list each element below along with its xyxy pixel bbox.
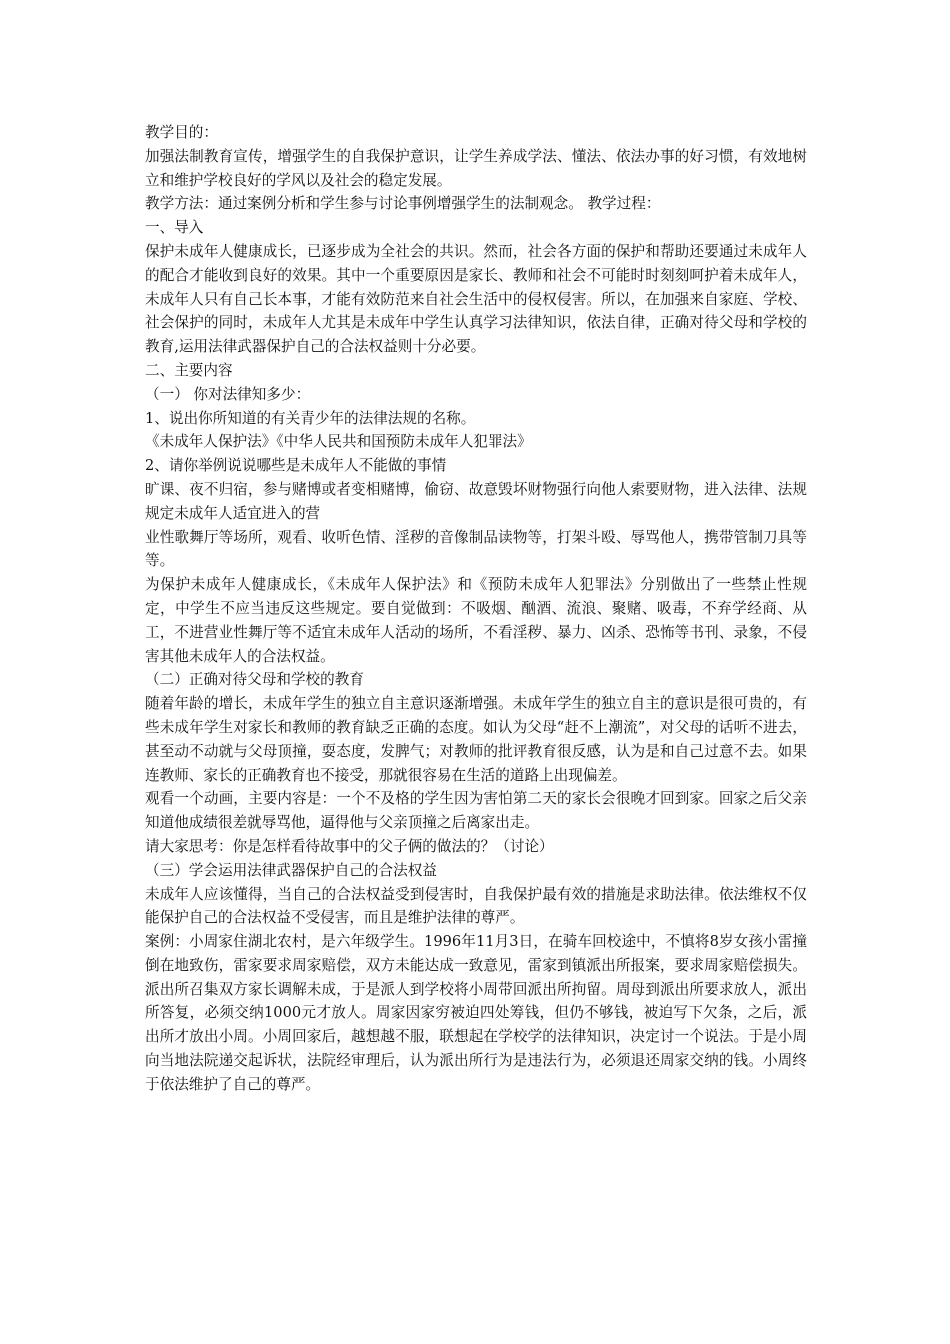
paragraph-animation: 观看一个动画，主要内容是：一个不及格的学生因为害怕第二天的家长会很晚才回到家。回家之后父亲知道他成绩很差就辱骂他，逼得他与父亲顶撞之后离家出走。 bbox=[145, 790, 807, 832]
subheading-parents-school: （二）正确对待父母和学校的教育 bbox=[145, 671, 364, 689]
question-2: 2、请你举例说说哪些是未成年人不能做的事情 bbox=[145, 457, 447, 475]
question-1: 1、说出你所知道的有关青少年的法律法规的名称。 bbox=[145, 409, 476, 427]
paragraph-teaching-method: 教学方法：通过案例分析和学生参与讨论事例增强学生的法制观念。 教学过程： bbox=[145, 195, 661, 213]
paragraph-legal-rights: 未成年人应该懂得，当自己的合法权益受到侵害时，自我保护最有效的措施是求助法律。依法维权不仅能保护自己的合法权益不受侵害，而且是维护法律的尊严。 bbox=[145, 885, 807, 927]
document-body bbox=[145, 121, 807, 1097]
paragraph-prohibitions: 为保护未成年人健康成长，《未成年人保护法》和《预防未成年人犯罪法》分别做出了一些禁止性规定，中学生不应当违反这些规定。要自觉做到：不吸烟、酗酒、流浪、聚赌、吸毒，不弃学经商、从工，不进营业性舞厅等不适宜未成年人活动的场所，不看淫秽、暴力、凶杀、恐怖等书刊、录象，不侵害其他未成年人的合法权益。 bbox=[145, 576, 807, 665]
heading-main-content: 二、主要内容 bbox=[145, 361, 233, 379]
paragraph-independence: 随着年龄的增长，未成年学生的独立自主意识逐渐增强。未成年学生的独立自主的意识是很可贵的，有些未成年学生对家长和教师的教育缺乏正确的态度。如认为父母“赶不上潮流”，对父母的话听不进去，甚至动不动就与父母顶撞，耍态度，发脾气；对教师的批评教育很反感，认为是和自己过意不去。如果连教师、家长的正确教育也不接受，那就很容易在生活的道路上出现偏差。 bbox=[145, 695, 807, 784]
answer-2-part-1: 旷课、夜不归宿，参与赌博或者变相赌博，偷窃、故意毁坏财物强行向他人索要财物，进入法律、法规规定未成年人适宜进入的营 bbox=[145, 480, 807, 522]
paragraph-case-study: 案例：小周家住湖北农村，是六年级学生。1996年11月3日，在骑车回校途中，不慎将8岁女孩小雷撞倒在地致伤，雷家要求周家赔偿，双方未能达成一致意见，雷家到镇派出所报案，要求周家赔偿损失。派出所召集双方家长调解未成，于是派人到学校将小周带回派出所拘留。周母到派出所要求放人，派出所答复，必须交纳1000元才放人。周家因家穷被迫四处筹钱，但仍不够钱，被迫写下欠条，之后，派出所才放出小周。小周回家后，越想越不服，联想起在学校学的法律知识，决定讨一个说法。于是小周向当地法院递交起诉状，法院经审理后，认为派出所行为是违法行为，必须退还周家交纳的钱。小周终于依法维护了自己的尊严。 bbox=[145, 933, 807, 1093]
answer-1: 《未成年人保护法》《中华人民共和国预防未成年人犯罪法》 bbox=[145, 433, 532, 451]
heading-introduction: 一、导入 bbox=[145, 219, 204, 237]
heading-teaching-goal: 教学目的： bbox=[145, 124, 218, 141]
paragraph-introduction: 保护未成年人健康成长，已逐步成为全社会的共识。然而，社会各方面的保护和帮助还要通过未成年人的配合才能收到良好的效果。其中一个重要原因是家长、教师和社会不可能时时刻刻呵护着未成年人，未成年人只有自己长本事，才能有效防范来自社会生活中的侵权侵害。所以，在加强来自家庭、学校、社会保护的同时，未成年人尤其是未成年中学生认真学习法律知识，依法自律，正确对待父母和学校的教育,运用法律武器保护自己的合法权益则十分必要。 bbox=[145, 242, 807, 356]
paragraph-discussion: 请大家思考：你是怎样看待故事中的父子俩的做法的？（讨论） bbox=[145, 837, 554, 855]
subheading-legal-rights: （三）学会运用法律武器保护自己的合法权益 bbox=[145, 861, 437, 879]
paragraph-teaching-goal: 加强法制教育宣传，增强学生的自我保护意识，让学生养成学法、懂法、依法办事的好习惯，有效地树立和维护学校良好的学风以及社会的稳定发展。 bbox=[145, 147, 807, 189]
answer-2-part-2: 业性歌舞厅等场所，观看、收听色情、淫秽的音像制品读物等，打架斗殴、辱骂他人，携带管制刀具等等。 bbox=[145, 528, 807, 570]
subheading-law-knowledge: （一） 你对法律知多少： bbox=[145, 385, 311, 403]
